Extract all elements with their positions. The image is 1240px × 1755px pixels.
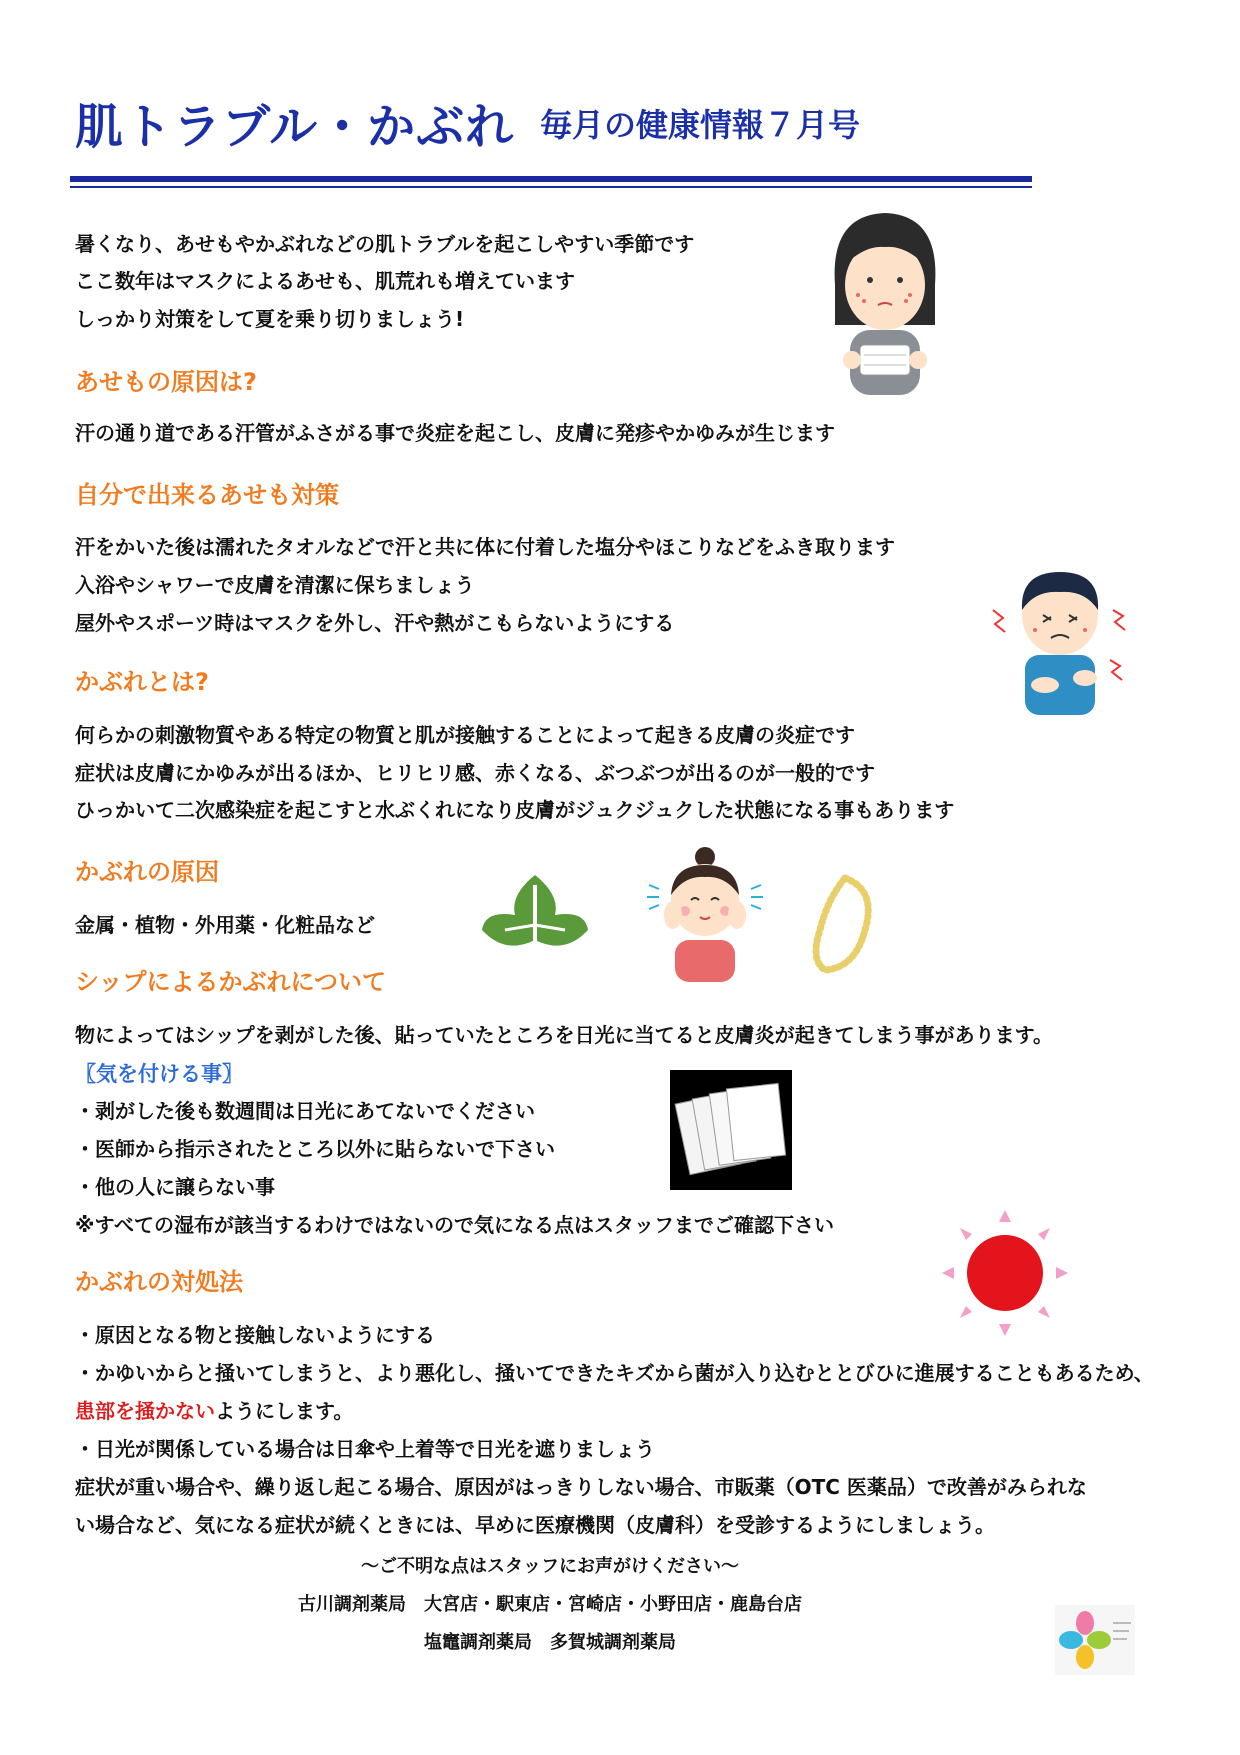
patch-sheets-image [670, 1070, 792, 1190]
heading-asemo-cause: あせもの原因は? [75, 368, 257, 396]
treatment-line-2: ・かゆいからと掻いてしまうと、より悪化し、掻いてできたキズから菌が入り込むととびひに進展することもあるため、 [75, 1361, 1154, 1385]
treatment-line-6: い場合など、気になる症状が続くときには、早めに医療機関（皮膚科）を受診するようにしましょう。 [75, 1513, 995, 1537]
shippu-bullet-3: ・他の人に譲らない事 [75, 1175, 275, 1199]
boy-itching-illustration [985, 560, 1130, 720]
kabure-what-line-3: ひっかいて二次感染症を起こすと水ぶくれになり皮膚がジュクジュクした状態になる事もあります [75, 798, 955, 822]
woman-with-mask-illustration [820, 205, 950, 405]
treatment-warning-text: 患部を掻かない [75, 1399, 215, 1423]
heading-shippu: シップによるかぶれについて [75, 968, 387, 996]
treatment-line-5: 症状が重い場合や、繰り返し起こる場合、原因がはっきりしない場合、市販薬（OTC 医薬品）で改善がみられな [75, 1475, 1087, 1499]
heading-asemo-measures: 自分で出来るあせも対策 [75, 481, 339, 509]
shippu-note-heading: 〖気を付ける事〗 [75, 1062, 243, 1086]
header-rule-thin [70, 186, 1032, 188]
footer-notice: ～ご不明な点はスタッフにお声がけください～ [361, 1556, 739, 1577]
shippu-bullet-2: ・医師から指示されたところ以外に貼らないで下さい [75, 1137, 555, 1161]
page-subtitle: 毎月の健康情報７月号 [540, 106, 861, 144]
page-title: 肌トラブル・かぶれ [75, 99, 515, 155]
sun-illustration [940, 1208, 1070, 1338]
treatment-line-4: ・日光が関係している場合は日傘や上着等で日光を遮りましょう [75, 1437, 655, 1461]
treatment-line-3 [75, 1392, 353, 1430]
asemo-cause-line-1: 汗の通り道である汗管がふさがる事で炎症を起こし、皮膚に発疹やかゆみが生じます [75, 421, 835, 445]
treatment-line-3-rest: ようにします。 [215, 1399, 354, 1423]
shippu-intro: 物によってはシップを剥がした後、貼っていたところを日光に当てると皮膚炎が起きてしまう事があります。 [75, 1023, 1053, 1047]
footer-stores-1: 古川調剤薬局 大宮店・駅東店・宮崎店・小野田店・鹿島台店 [298, 1594, 802, 1615]
pharmacy-logo [1055, 1605, 1135, 1675]
heading-kabure-what: かぶれとは? [75, 668, 209, 696]
intro-line-3: しっかり対策をして夏を乗り切りましょう! [75, 307, 465, 331]
heading-kabure-cause: かぶれの原因 [75, 858, 219, 886]
kabure-cause-line-1: 金属・植物・外用薬・化粧品など [75, 913, 375, 937]
footer-stores-2: 塩竈調剤薬局 多賀城調剤薬局 [424, 1632, 676, 1653]
intro-line-2: ここ数年はマスクによるあせも、肌荒れも増えています [75, 269, 575, 293]
kabure-what-line-2: 症状は皮膚にかゆみが出るほか、ヒリヒリ感、赤くなる、ぶつぶつが出るのが一般的です [75, 761, 875, 785]
shippu-bullet-1: ・剥がした後も数週間は日光にあてないでください [75, 1099, 535, 1123]
asemo-measures-line-3: 屋外やスポーツ時はマスクを外し、汗や熱がこもらないようにする [75, 611, 675, 635]
intro-line-1: 暑くなり、あせもやかぶれなどの肌トラブルを起こしやすい季節です [75, 232, 695, 256]
asemo-measures-line-2: 入浴やシャワーで皮膚を清潔に保ちましょう [75, 573, 475, 597]
girl-skincare-illustration [645, 845, 765, 985]
treatment-line-1: ・原因となる物と接触しないようにする [75, 1323, 435, 1347]
heading-kabure-treatment: かぶれの対処法 [75, 1268, 243, 1296]
header-rule-thick [70, 176, 1032, 182]
necklace-illustration [805, 870, 885, 980]
leaf-illustration [480, 870, 590, 970]
asemo-measures-line-1: 汗をかいた後は濡れたタオルなどで汗と共に体に付着した塩分やほこりなどをふき取ります [75, 535, 895, 559]
shippu-note: ※すべての湿布が該当するわけではないので気になる点はスタッフまでご確認下さい [75, 1213, 835, 1237]
kabure-what-line-1: 何らかの刺激物質やある特定の物質と肌が接触することによって起きる皮膚の炎症です [75, 723, 855, 747]
